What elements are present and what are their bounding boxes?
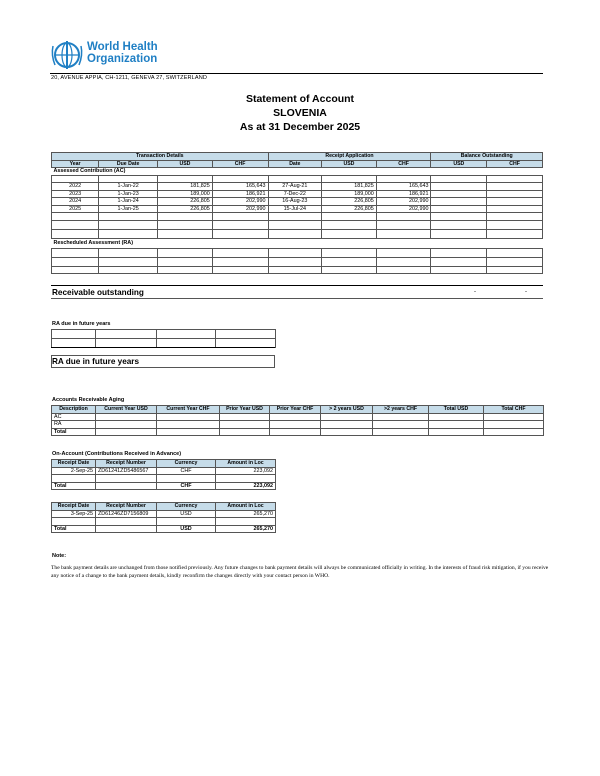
col-header: USD bbox=[431, 160, 487, 168]
statement-table bbox=[51, 152, 543, 274]
organization-name: World Health Organization bbox=[87, 41, 158, 65]
receivable-label: Receivable outstanding bbox=[52, 288, 144, 297]
cell-receipt-date: 27-Aug-21 bbox=[268, 183, 322, 191]
table-row bbox=[52, 428, 544, 436]
cell-receipt-usd: 226,805 bbox=[322, 198, 377, 206]
table-row bbox=[52, 266, 543, 274]
table-row bbox=[52, 421, 544, 429]
cell-chf: 186,921 bbox=[212, 190, 268, 198]
ra-future-label: RA due in future years bbox=[52, 321, 111, 327]
table-row bbox=[52, 330, 276, 339]
group-header-receipt: Receipt Application bbox=[268, 153, 431, 161]
col-header: Currency bbox=[157, 503, 216, 511]
cell-receipt-chf: 165,643 bbox=[376, 183, 431, 191]
on-account-table-1 bbox=[51, 459, 276, 490]
col-header: USD bbox=[158, 160, 213, 168]
country-name: SLOVENIA bbox=[273, 107, 327, 119]
total-currency: CHF bbox=[157, 482, 216, 490]
cell-usd: 226,805 bbox=[158, 205, 213, 213]
cell-receipt-usd: 226,805 bbox=[322, 205, 377, 213]
cell-receipt-date: 2-Sep-25 bbox=[52, 467, 96, 475]
total-amount: 223,092 bbox=[216, 482, 276, 490]
receivable-divider bbox=[51, 285, 543, 286]
table-row bbox=[52, 198, 543, 206]
who-logo bbox=[50, 38, 220, 74]
table-row bbox=[52, 475, 276, 483]
table-row bbox=[52, 183, 543, 191]
table-row bbox=[52, 190, 543, 198]
col-header: CHF bbox=[487, 160, 543, 168]
col-header: Total USD bbox=[429, 406, 484, 414]
cell-receipt-date: 3-Sep-25 bbox=[52, 510, 96, 518]
col-header: Current Year CHF bbox=[157, 406, 220, 414]
total-label: Total bbox=[52, 525, 96, 533]
cell-receipt-number: ZD61241ZD5486567 bbox=[96, 467, 157, 475]
document-title: Statement of Account bbox=[245, 93, 355, 105]
on-account-table-2 bbox=[51, 502, 276, 533]
aging-row-label: Total bbox=[52, 428, 96, 436]
table-row bbox=[52, 220, 543, 229]
cell-year: 2022 bbox=[52, 183, 99, 191]
table-row bbox=[52, 482, 276, 490]
table-row bbox=[52, 467, 276, 475]
cell-receipt-chf: 202,990 bbox=[376, 198, 431, 206]
col-header: Current Year USD bbox=[96, 406, 157, 414]
col-header: Description bbox=[52, 406, 96, 414]
total-label: Total bbox=[52, 482, 96, 490]
cell-usd: 189,000 bbox=[158, 190, 213, 198]
section-label-ra: Rescheduled Assessment (RA) bbox=[52, 238, 543, 248]
col-header: CHF bbox=[376, 160, 431, 168]
aging-title: Accounts Receivable Aging bbox=[52, 397, 125, 403]
group-header-transaction: Transaction Details bbox=[52, 153, 269, 161]
table-row bbox=[52, 510, 276, 518]
col-header: Due Date bbox=[99, 160, 158, 168]
col-header: Prior Year CHF bbox=[270, 406, 321, 414]
ra-future-table bbox=[51, 329, 276, 348]
table-row bbox=[52, 413, 544, 421]
aging-row-label: RA bbox=[52, 421, 96, 429]
cell-amount: 223,092 bbox=[216, 467, 276, 475]
col-header: CHF bbox=[212, 160, 268, 168]
cell-receipt-date: 16-Aug-23 bbox=[268, 198, 322, 206]
address: 20, AVENUE APPIA, CH-1211, GENEVA 27, SWITZERLAND bbox=[51, 75, 207, 81]
ra-future-total-box bbox=[51, 355, 275, 368]
ra-future-total-label: RA due in future years bbox=[52, 357, 140, 366]
table-row bbox=[52, 229, 543, 238]
cell-due-date: 1-Jan-22 bbox=[99, 183, 158, 191]
col-header: Date bbox=[268, 160, 322, 168]
col-header: Prior Year USD bbox=[220, 406, 270, 414]
col-header: USD bbox=[322, 160, 377, 168]
section-label-ac: Assessed Contribution (AC) bbox=[52, 168, 543, 176]
note-text: The bank payment details are unchanged from those notified previously. Any future changes to bank payment details will always be communicated officially in writing. In the interests of fraud risk mitigation, if you receive any notice of a change to the bank payment details, kindly reconfirm the changes directly with your contact person in WHO. bbox=[51, 565, 549, 579]
cell-receipt-chf: 202,990 bbox=[376, 205, 431, 213]
cell-due-date: 1-Jan-24 bbox=[99, 198, 158, 206]
aging-table bbox=[51, 405, 544, 436]
table-row bbox=[52, 175, 543, 183]
aging-row-label: AC bbox=[52, 413, 96, 421]
receivable-chf: - bbox=[525, 289, 527, 295]
receivable-bottom-line bbox=[51, 298, 543, 299]
col-header: Receipt Number bbox=[96, 460, 157, 468]
cell-chf: 202,990 bbox=[212, 198, 268, 206]
col-header: Receipt Number bbox=[96, 503, 157, 511]
cell-receipt-usd: 181,825 bbox=[322, 183, 377, 191]
table-row bbox=[52, 518, 276, 526]
group-header-balance: Balance Outstanding bbox=[431, 153, 543, 161]
cell-chf: 165,643 bbox=[212, 183, 268, 191]
cell-usd: 181,825 bbox=[158, 183, 213, 191]
cell-receipt-date: 15-Jul-24 bbox=[268, 205, 322, 213]
cell-year: 2025 bbox=[52, 205, 99, 213]
col-header: > 2 years USD bbox=[321, 406, 373, 414]
cell-receipt-chf: 186,921 bbox=[376, 190, 431, 198]
table-row bbox=[52, 248, 543, 257]
cell-due-date: 1-Jan-25 bbox=[99, 205, 158, 213]
table-row bbox=[52, 525, 276, 533]
col-header: Receipt Date bbox=[52, 503, 96, 511]
statement-date: As at 31 December 2025 bbox=[239, 121, 361, 133]
header-divider bbox=[50, 73, 543, 74]
cell-year: 2024 bbox=[52, 198, 99, 206]
cell-amount: 265,270 bbox=[216, 510, 276, 518]
col-header: Year bbox=[52, 160, 99, 168]
total-amount: 265,270 bbox=[216, 525, 276, 533]
note-label: Note: bbox=[52, 553, 67, 559]
cell-currency: CHF bbox=[157, 467, 216, 475]
col-header: >2 years CHF bbox=[373, 406, 429, 414]
cell-receipt-usd: 189,000 bbox=[322, 190, 377, 198]
table-row bbox=[52, 213, 543, 221]
col-header: Total CHF bbox=[484, 406, 544, 414]
ra-future-divider bbox=[51, 347, 275, 348]
table-row bbox=[52, 205, 543, 213]
col-header: Amount in Loc bbox=[216, 460, 276, 468]
col-header: Currency bbox=[157, 460, 216, 468]
cell-currency: USD bbox=[157, 510, 216, 518]
total-currency: USD bbox=[157, 525, 216, 533]
cell-year: 2023 bbox=[52, 190, 99, 198]
cell-receipt-date: 7-Dec-22 bbox=[268, 190, 322, 198]
cell-usd: 226,805 bbox=[158, 198, 213, 206]
cell-due-date: 1-Jan-23 bbox=[99, 190, 158, 198]
cell-receipt-number: ZD61246ZD7156809 bbox=[96, 510, 157, 518]
receivable-usd: - bbox=[474, 289, 476, 295]
cell-chf: 202,990 bbox=[212, 205, 268, 213]
col-header: Receipt Date bbox=[52, 460, 96, 468]
table-row bbox=[52, 257, 543, 266]
who-emblem-icon bbox=[50, 38, 84, 72]
col-header: Amount in Loc bbox=[216, 503, 276, 511]
on-account-title: On-Account (Contributions Received in Advance) bbox=[52, 451, 182, 457]
